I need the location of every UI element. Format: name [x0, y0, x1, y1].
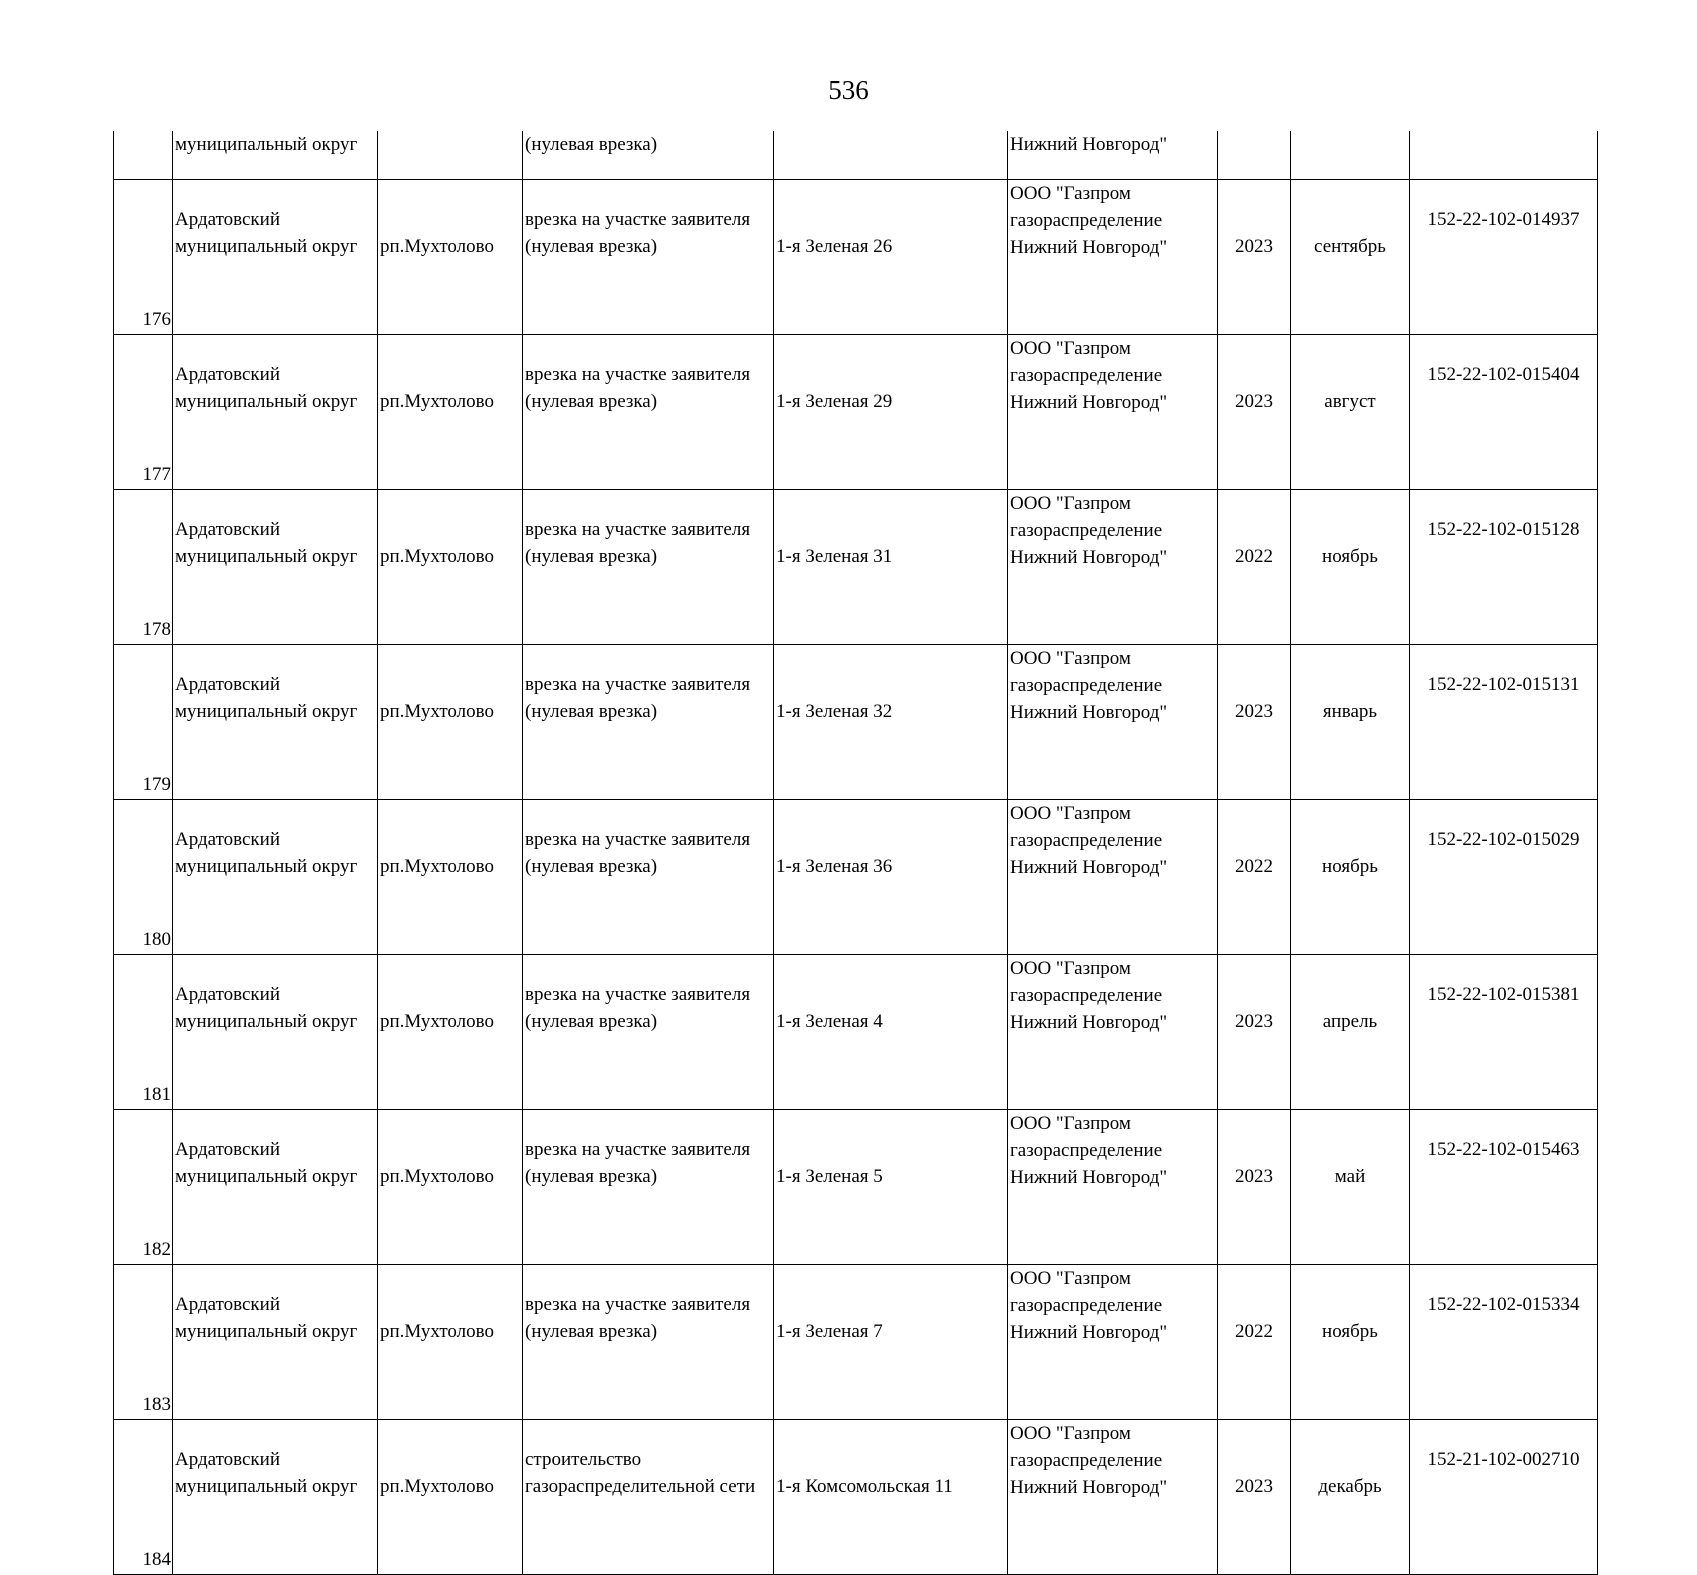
cell-district: муниципальный округ	[173, 131, 378, 180]
cell-month	[1291, 131, 1410, 180]
cell-code: 152-22-102-015404	[1410, 335, 1598, 490]
cell-district-line: Ардатовский	[175, 674, 280, 695]
cell-settlement: рп.Мухтолово	[378, 645, 523, 800]
cell-code: 152-22-102-015131	[1410, 645, 1598, 800]
cell-org-line: газораспределение	[1010, 985, 1163, 1006]
cell-org	[1008, 955, 1218, 1110]
cell-work-line: врезка на участке заявителя	[525, 364, 751, 385]
cell-month: май	[1291, 1110, 1410, 1265]
cell-address: 1-я Зеленая 31	[774, 490, 1008, 645]
cell-org-line: ООО "Газпром	[1010, 1423, 1131, 1444]
cell-work	[523, 180, 774, 335]
cell-num	[114, 335, 173, 490]
cell-org	[1008, 645, 1218, 800]
cell-work-line: (нулевая врезка)	[525, 1166, 658, 1187]
cell-month: ноябрь	[1291, 490, 1410, 645]
cell-work	[523, 1420, 774, 1575]
cell-district-line: муниципальный округ	[175, 391, 358, 412]
cell-org	[1008, 335, 1218, 490]
continuation-row	[114, 131, 1598, 180]
cell-district-line: муниципальный округ	[175, 1166, 358, 1187]
cell-district	[173, 490, 378, 645]
cell-work-line: врезка на участке заявителя	[525, 1294, 751, 1315]
cell-org	[1008, 1110, 1218, 1265]
cell-org-line: газораспределение	[1010, 1140, 1163, 1161]
cell-org-line: газораспределение	[1010, 675, 1163, 696]
cell-code: 152-22-102-015334	[1410, 1265, 1598, 1420]
cell-work-line: строительство	[525, 1449, 642, 1470]
cell-org-line: ООО "Газпром	[1010, 338, 1131, 359]
cell-address: 1-я Зеленая 36	[774, 800, 1008, 955]
table-row	[114, 1110, 1598, 1265]
cell-district	[173, 955, 378, 1110]
cell-org-line: Нижний Новгород"	[1010, 237, 1168, 258]
cell-work-line: (нулевая врезка)	[525, 856, 658, 877]
row-number: 180	[142, 929, 171, 950]
cell-district-line: муниципальный округ	[175, 546, 358, 567]
cell-org-line: ООО "Газпром	[1010, 958, 1131, 979]
cell-org	[1008, 800, 1218, 955]
cell-work-line: врезка на участке заявителя	[525, 209, 751, 230]
cell-district	[173, 335, 378, 490]
cell-settlement: рп.Мухтолово	[378, 335, 523, 490]
cell-district-line: муниципальный округ	[175, 856, 358, 877]
cell-work-line: врезка на участке заявителя	[525, 674, 751, 695]
cell-num	[114, 131, 173, 180]
cell-num	[114, 1420, 173, 1575]
cell-month: декабрь	[1291, 1420, 1410, 1575]
cell-org	[1008, 1420, 1218, 1575]
cell-district-line: муниципальный округ	[175, 236, 358, 257]
cell-work	[523, 645, 774, 800]
cell-num	[114, 1110, 173, 1265]
cell-settlement: рп.Мухтолово	[378, 1265, 523, 1420]
cell-org-line: ООО "Газпром	[1010, 803, 1131, 824]
cell-work-line: врезка на участке заявителя	[525, 519, 751, 540]
table-row	[114, 1420, 1598, 1575]
cell-year: 2023	[1218, 645, 1291, 800]
cell-code: 152-22-102-015463	[1410, 1110, 1598, 1265]
cell-settlement: рп.Мухтолово	[378, 1420, 523, 1575]
cell-num	[114, 955, 173, 1110]
cell-org: Нижний Новгород"	[1008, 131, 1218, 180]
cell-org-line: Нижний Новгород"	[1010, 702, 1168, 723]
cell-address: 1-я Зеленая 26	[774, 180, 1008, 335]
cell-org-line: Нижний Новгород"	[1010, 392, 1168, 413]
cell-work-line: врезка на участке заявителя	[525, 1139, 751, 1160]
cell-year: 2022	[1218, 800, 1291, 955]
table-row	[114, 335, 1598, 490]
cell-org-line: газораспределение	[1010, 365, 1163, 386]
cell-year: 2023	[1218, 955, 1291, 1110]
cell-work-line: газораспределительной сети	[525, 1476, 756, 1497]
page-number: 536	[828, 75, 869, 105]
cell-district-line: Ардатовский	[175, 364, 280, 385]
cell-district	[173, 645, 378, 800]
cell-month: сентябрь	[1291, 180, 1410, 335]
cell-settlement	[378, 131, 523, 180]
cell-address: 1-я Зеленая 29	[774, 335, 1008, 490]
cell-district-line: Ардатовский	[175, 519, 280, 540]
table-row	[114, 490, 1598, 645]
cell-code: 152-22-102-015029	[1410, 800, 1598, 955]
cell-work-line: (нулевая врезка)	[525, 701, 658, 722]
row-number: 181	[142, 1084, 171, 1105]
cell-org	[1008, 180, 1218, 335]
cell-num	[114, 180, 173, 335]
cell-year: 2023	[1218, 1420, 1291, 1575]
table-row	[114, 1265, 1598, 1420]
cell-org-line: газораспределение	[1010, 210, 1163, 231]
table-row	[114, 800, 1598, 955]
cell-address: 1-я Зеленая 4	[774, 955, 1008, 1110]
cell-month: январь	[1291, 645, 1410, 800]
cell-work: (нулевая врезка)	[523, 131, 774, 180]
cell-work-line: (нулевая врезка)	[525, 1321, 658, 1342]
cell-district-line: Ардатовский	[175, 1139, 280, 1160]
cell-org-line: ООО "Газпром	[1010, 648, 1131, 669]
cell-month: ноябрь	[1291, 800, 1410, 955]
cell-month: апрель	[1291, 955, 1410, 1110]
cell-org	[1008, 1265, 1218, 1420]
cell-year: 2022	[1218, 1265, 1291, 1420]
cell-org-line: газораспределение	[1010, 830, 1163, 851]
cell-work-line: (нулевая врезка)	[525, 546, 658, 567]
cell-address	[774, 131, 1008, 180]
cell-year: 2023	[1218, 180, 1291, 335]
cell-district-line: Ардатовский	[175, 209, 280, 230]
cell-org-line: ООО "Газпром	[1010, 1113, 1131, 1134]
cell-num	[114, 800, 173, 955]
cell-district-line: Ардатовский	[175, 1294, 280, 1315]
cell-org-line: ООО "Газпром	[1010, 493, 1131, 514]
cell-district-line: Ардатовский	[175, 829, 280, 850]
cell-year: 2023	[1218, 335, 1291, 490]
cell-org-line: газораспределение	[1010, 1295, 1163, 1316]
row-number: 184	[142, 1549, 171, 1570]
table-row	[114, 180, 1598, 335]
row-number: 178	[142, 619, 171, 640]
cell-district-line: муниципальный округ	[175, 1321, 358, 1342]
cell-org-line: Нижний Новгород"	[1010, 1167, 1168, 1188]
cell-month: август	[1291, 335, 1410, 490]
cell-work-line: врезка на участке заявителя	[525, 829, 751, 850]
records-table	[113, 131, 1598, 1575]
cell-district-line: муниципальный округ	[175, 1476, 358, 1497]
cell-district-line: муниципальный округ	[175, 701, 358, 722]
cell-work-line: (нулевая врезка)	[525, 1011, 658, 1032]
table-row	[114, 955, 1598, 1110]
cell-settlement: рп.Мухтолово	[378, 1110, 523, 1265]
cell-org-line: газораспределение	[1010, 520, 1163, 541]
cell-num	[114, 490, 173, 645]
cell-work	[523, 1110, 774, 1265]
cell-code: 152-22-102-015381	[1410, 955, 1598, 1110]
cell-num	[114, 645, 173, 800]
cell-district	[173, 1420, 378, 1575]
cell-work-line: (нулевая врезка)	[525, 236, 658, 257]
cell-org-line: Нижний Новгород"	[1010, 1477, 1168, 1498]
cell-work	[523, 800, 774, 955]
cell-year	[1218, 131, 1291, 180]
cell-org-line: Нижний Новгород"	[1010, 1322, 1168, 1343]
cell-district-line: Ардатовский	[175, 1449, 280, 1470]
cell-month: ноябрь	[1291, 1265, 1410, 1420]
row-number: 182	[142, 1239, 171, 1260]
cell-org-line: ООО "Газпром	[1010, 1268, 1131, 1289]
cell-work-line: врезка на участке заявителя	[525, 984, 751, 1005]
cell-code: 152-22-102-014937	[1410, 180, 1598, 335]
cell-code: 152-22-102-015128	[1410, 490, 1598, 645]
cell-settlement: рп.Мухтолово	[378, 490, 523, 645]
row-number: 183	[142, 1394, 171, 1415]
cell-org-line: Нижний Новгород"	[1010, 857, 1168, 878]
row-number: 177	[142, 464, 171, 485]
table-row	[114, 645, 1598, 800]
cell-district-line: муниципальный округ	[175, 1011, 358, 1032]
cell-code	[1410, 131, 1598, 180]
cell-district	[173, 800, 378, 955]
cell-org-line: ООО "Газпром	[1010, 183, 1131, 204]
cell-settlement: рп.Мухтолово	[378, 955, 523, 1110]
cell-work	[523, 1265, 774, 1420]
cell-year: 2023	[1218, 1110, 1291, 1265]
cell-num	[114, 1265, 173, 1420]
cell-org-line: Нижний Новгород"	[1010, 1012, 1168, 1033]
cell-work-line: (нулевая врезка)	[525, 391, 658, 412]
cell-address: 1-я Зеленая 5	[774, 1110, 1008, 1265]
cell-district	[173, 1265, 378, 1420]
cell-address: 1-я Комсомольская 11	[774, 1420, 1008, 1575]
cell-work	[523, 490, 774, 645]
cell-work	[523, 955, 774, 1110]
cell-code: 152-21-102-002710	[1410, 1420, 1598, 1575]
cell-settlement: рп.Мухтолово	[378, 800, 523, 955]
cell-org-line: Нижний Новгород"	[1010, 547, 1168, 568]
cell-district	[173, 1110, 378, 1265]
cell-address: 1-я Зеленая 32	[774, 645, 1008, 800]
cell-org-line: газораспределение	[1010, 1450, 1163, 1471]
row-number: 176	[142, 309, 171, 330]
row-number: 179	[142, 774, 171, 795]
cell-year: 2022	[1218, 490, 1291, 645]
cell-district-line: Ардатовский	[175, 984, 280, 1005]
cell-settlement: рп.Мухтолово	[378, 180, 523, 335]
cell-address: 1-я Зеленая 7	[774, 1265, 1008, 1420]
cell-work	[523, 335, 774, 490]
cell-org	[1008, 490, 1218, 645]
cell-district	[173, 180, 378, 335]
